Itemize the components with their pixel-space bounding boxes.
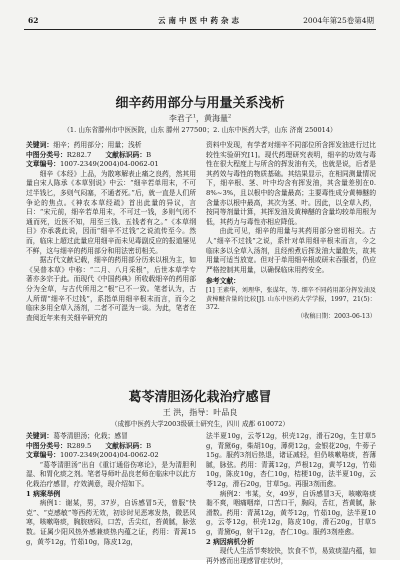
doc-code: B [146,441,152,450]
keywords-label: 关键词： [26,432,54,440]
body-paragraph: 细辛《本经》上品，为散寒解表止痛之良药，然其用量自宋人陈承《本草别说》中云：“细辛若单用末，不可过半钱匕，多则气闷塞，不通者死。”后，就一直是人们所争论的焦点。《神农本草经疏》首出此量的异议，言曰：“宋元前，细辛若单用末，不可过一钱，多则气闭不通而死，近医不知，用至三钱、五钱者有之。”《本草纲目》亦承袭此说，因而“细辛不过钱”之说流传至今。然而，临床上超过此量应用细辛而未见毒副反应的报道屡见不鲜，这与细辛的药用部分和用法密切相关。 [26,169,196,255]
author-name: 李君子 [168,114,193,123]
article-2-affiliation: （成都中医药大学2003级硕士研究生，四川 成都 610072） [110,420,290,428]
article-number: 1007-2349(2004)04-0062-01 [59,160,159,169]
article-number-line [26,160,196,170]
keywords-label: 关键词： [26,141,54,149]
article-1-authors [20,114,380,124]
received-date: （收稿日期：2003-06-13） [297,312,376,320]
article-number-label: 文章编号： [26,451,60,460]
keywords: 细辛；药用部分；用量；浅析 [53,141,142,149]
header-rule [24,29,376,30]
article-2-right-column [206,432,376,565]
body-paragraph: 资料中发现，有学者对细辛不同部位所含挥发油进行过比较性实验研究[1]。现代药理研究表明，细辛的功效与毒性在很大程度上与所含的挥发油有关，也就是说，后者是其药效与毒性的物质基础。其结果显示，在相同测量情况下，细辛根、茎、叶中均含有挥发油，其含量差别在0.8%~3%，且以根中的含量最高；主要毒性成分黄樟醚的含量亦以根中最高，其次为茎、叶。因此，以全草入药，按同等剂量计算，其挥发油及黄樟醚的含量均较单用根为低，其药力与毒性亦相应降低。 [206,141,376,226]
author-separator: ， [196,114,204,123]
body-paragraph: 法半夏10g，云苓12g，枳壳12g，滑石20g，生甘草5g，青黛6g，柴胡10g，薄荷12g，金银花20g，牛蒡子15g。服药3剂后热退，诸证减轻，但仍咳嗽咯痰，苔薄腻，脉弦。药用：青蒿12g，芦根12g，黄芩12g，竹茹10g，陈皮10g，杏仁10g，桔梗10g，法半夏10g，云苓12g，滑石20g，甘草5g。再服3剂而愈。 [206,432,376,488]
clc-number: R282.7 [66,150,92,159]
article-2-authors: 王 洪，指导：叶品良 [162,408,238,417]
keywords-line [26,141,196,151]
body-paragraph: 据古代文献记载，细辛的药用部分历来以根为主，如《吴普本草》中称：“二月、八月采根”，后世本草学专著亦多宗于此。而现代《中国药典》所收载细辛的药用部分为全草，与古代所用之“根”已不一致。笔者认为，古人所谓“细辛不过钱”，系指单用细辛根末而言，而今之临床多用全草入汤剂，二者不可混为一谈。为此，笔者在查阅近年来有关细辛研究的 [26,256,196,322]
article-number: 1007-2349(2004)04-0062-02 [59,451,159,460]
body-paragraph: 病例1：谢某，男，37岁，自诉感冒5天，曾服“快克”、“克感敏”等西药无效，初诊时见恶寒发热，微恶风寒，咳嗽咯痰，胸脘痞闷，口苦，舌尖红，苔黄腻，脉弦数。证属少阳风热外感兼痰热内蕴之证，药用：青蒿15g，黄芩12g，竹茹10g，陈皮12g， [26,499,196,546]
affiliation-mark: 2 [228,113,232,120]
journal-name: 云南中医中药杂志 [158,16,242,25]
article-number-label: 文章编号： [26,160,60,169]
classification-line [26,151,196,161]
section-heading: 1 病案举例 [26,489,61,498]
keywords: 葛苓清胆汤；化栽；感冒 [53,432,128,440]
article-1-right-column [206,141,376,339]
article-2-title: 葛苓清胆汤化栽治疗感冒 [128,390,272,405]
article-1-title: 细辛药用部分与用量关系浅析 [115,96,285,111]
article-2-left-column [26,432,196,552]
doc-code-label: 文献标识码： [105,150,147,159]
running-header [24,15,376,27]
reference-item: [1] 王素华，刘理华，张谋年，等. 细辛不同药用部分挥发油及黄樟醚含量的比较[J]. 山东中医药大学学报，1997，21(5)：372. [206,286,376,312]
body-paragraph: “葛苓清胆汤”出自《重订通俗伤寒论》，是为清胆利湿、和胃化痰之剂。笔者导师叶品良老师在临床中以此方化栽治疗感冒，疗效满意，现介绍如下。 [26,460,196,488]
clc-label: 中图分类号： [26,150,67,159]
keywords-line [26,432,196,442]
doc-code: B [146,150,152,159]
body-paragraph: 由此可见，细辛的用量与其药用部分密切相关。古人“细辛不过钱”之说，系针对单用细辛根末而言，今之临床多以全草入汤剂，且经煎煮后挥发油大量散失，故其用量可适当放宽。但对于单用细辛根或研末吞服者，仍应严格控制其用量，以确保临床用药安全。 [206,227,376,274]
author-name: 黄海量 [204,114,228,123]
affiliation-mark: 1 [192,113,196,120]
issue-info: 2004年第25卷第4期 [303,16,374,25]
clc-number: R289.5 [66,441,92,450]
section-heading: 2 病因病机分析 [206,537,254,546]
classification-line [26,442,196,452]
references-label: 参考文献： [206,277,240,286]
page-number: 62 [28,16,39,25]
body-paragraph: 病例2：韦某，女，49岁，自诉感冒3天，咳嗽咯痰黏不爽，咽痛咽痒，口苦口干，胸闷，舌红，苔黄腻，脉滑数。药用：青蒿12g，黄芩12g，竹茹10g，法半夏10g，云苓12g，枳壳12g，陈皮10g，滑石20g，甘草5g，青黛6g，射干12g，杏仁10g。服药3剂痊愈。 [206,489,376,536]
article-number-line [26,451,196,461]
body-paragraph: 现代人生活节奏较快，饮食不节，易致痰湿内蕴，如再外感而出现感冒症状时， [206,547,376,565]
doc-code-label: 文献标识码： [105,441,147,450]
article-1-affiliation: （1. 山东省滕州市中医医院，山东 滕州 277500；2. 山东中医药大学，山东 济南 250014） [63,126,337,134]
article-1-left-column [26,141,196,377]
clc-label: 中图分类号： [26,441,67,450]
